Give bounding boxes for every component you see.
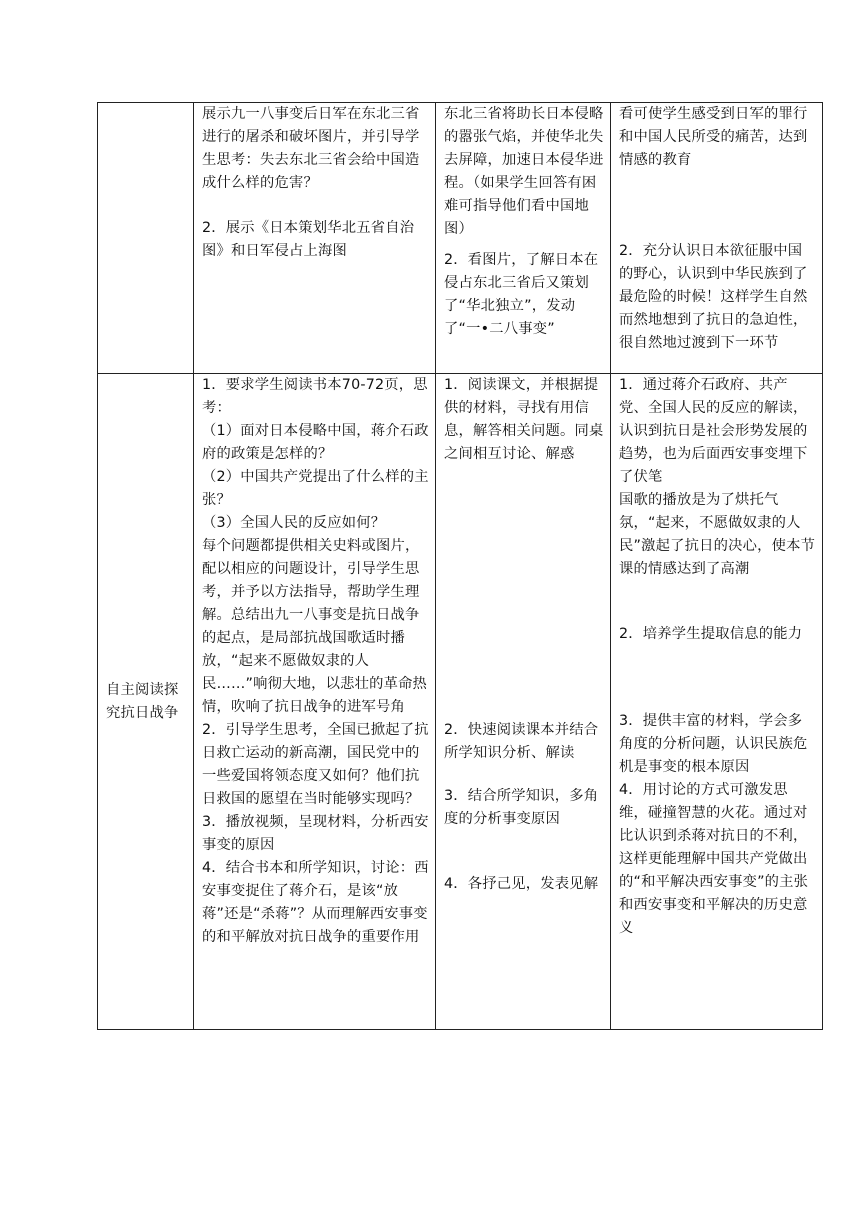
teacher-activity-text: 3．播放视频，呈现材料，分析西安事变的原因 <box>202 814 429 853</box>
teacher-activity-text: 2．引导学生思考，全国已掀起了抗日救亡运动的新高潮，国民党中的一些爱国将领态度又如何？他们抗日救国的愿望在当时能够实现吗？ <box>202 722 429 807</box>
design-intent-text: 国歌的播放是为了烘托气氛，“起来，不愿做奴隶的人民”激起了抗日的决心，使本节课的情感达到了高潮 <box>619 492 816 577</box>
teacher-activity-text: （1）面对日本侵略中国，蒋介石政府的政策是怎样的？ <box>202 423 429 462</box>
stage-cell <box>98 374 194 1030</box>
teacher-activity-text: 每个问题都提供相关史料或图片，配以相应的问题设计，引导学生思考，并予以方法指导，帮助学生理解。总结出九一八事变是抗日战争的起点，是局部抗战国歌适时播放，“起来不愿做奴隶的人民……”响彻大地，以悲壮的革命热情，吹响了抗日战争的进军号角 <box>202 538 428 715</box>
teacher-activity-text: （2）中国共产党提出了什么样的主张？ <box>202 469 429 508</box>
design-intent-cell <box>611 374 823 1030</box>
teacher-activity-text: （3）全国人民的反应如何？ <box>202 515 386 531</box>
student-activity-cell <box>436 374 611 1030</box>
design-intent-text: 2．充分认识日本欲征服中国的野心，认识到中华民族到了最危险的时候！这样学生自然而然地想到了抗日的急迫性，很自然地过渡到下一环节 <box>619 243 808 351</box>
teacher-activity-text: 4．结合书本和所学知识，讨论：西安事变捉住了蒋介石，是该“放蒋”还是“杀蒋”？从而理解西安事变的和平解放对抗日战争的重要作用 <box>202 860 429 945</box>
student-activity-text: 1．阅读课文，并根据提供的材料，寻找有用信息，解答相关问题。同桌之间相互讨论、解惑 <box>444 377 604 462</box>
design-intent-text: 1．通过蒋介石政府、共产党、全国人民的反应的解读，认识到抗日是社会形势发展的趋势，也为后面西安事变埋下了伏笔 <box>619 377 808 485</box>
teacher-activity-cell <box>194 374 436 1030</box>
teacher-activity-text: 2．展示《日本策划华北五省自治图》和日军侵占上海图 <box>202 220 415 259</box>
table-row <box>98 103 823 374</box>
teacher-activity-cell <box>194 103 436 374</box>
design-intent-text: 4．用讨论的方式可激发思维，碰撞智慧的火花。通过对比认识到杀蒋对抗日的不利，这样更能理解中国共产党做出的“和平解决西安事变”的主张和西安事变和平解决的历史意义 <box>619 782 809 936</box>
stage-cell <box>98 103 194 374</box>
lesson-plan-table <box>97 102 823 1030</box>
stage-label: 自主阅读探究抗日战争 <box>106 681 179 721</box>
teacher-activity-text: 1．要求学生阅读书本70-72页，思考： <box>202 377 428 416</box>
design-intent-text: 2．培养学生提取信息的能力 <box>619 626 803 642</box>
design-intent-cell <box>611 103 823 374</box>
student-activity-text: 3．结合所学知识，多角度的分析事变原因 <box>444 788 599 827</box>
student-activity-text: 2．看图片，了解日本在侵占东北三省后又策划了“华北独立”，发动了“一•二八事变” <box>444 252 599 337</box>
student-activity-cell <box>436 103 611 374</box>
student-activity-text: 东北三省将助长日本侵略的嚣张气焰，并使华北失去屏障，加速日本侵华进程。（如果学生回答有困难可指导他们看中国地图） <box>444 106 604 237</box>
table-row <box>98 374 823 1030</box>
student-activity-text: 2．快速阅读课本并结合所学知识分析、解读 <box>444 722 599 761</box>
design-intent-text: 看可使学生感受到日军的罪行和中国人民所受的痛苦，达到情感的教育 <box>619 106 808 168</box>
student-activity-text: 4．各抒己见，发表见解 <box>444 876 599 892</box>
teacher-activity-text: 展示九一八事变后日军在东北三省进行的屠杀和破坏图片，并引导学生思考：失去东北三省会给中国造成什么样的危害？ <box>202 106 420 191</box>
design-intent-text: 3．提供丰富的材料，学会多角度的分析问题，认识民族危机是事变的根本原因 <box>619 713 808 775</box>
